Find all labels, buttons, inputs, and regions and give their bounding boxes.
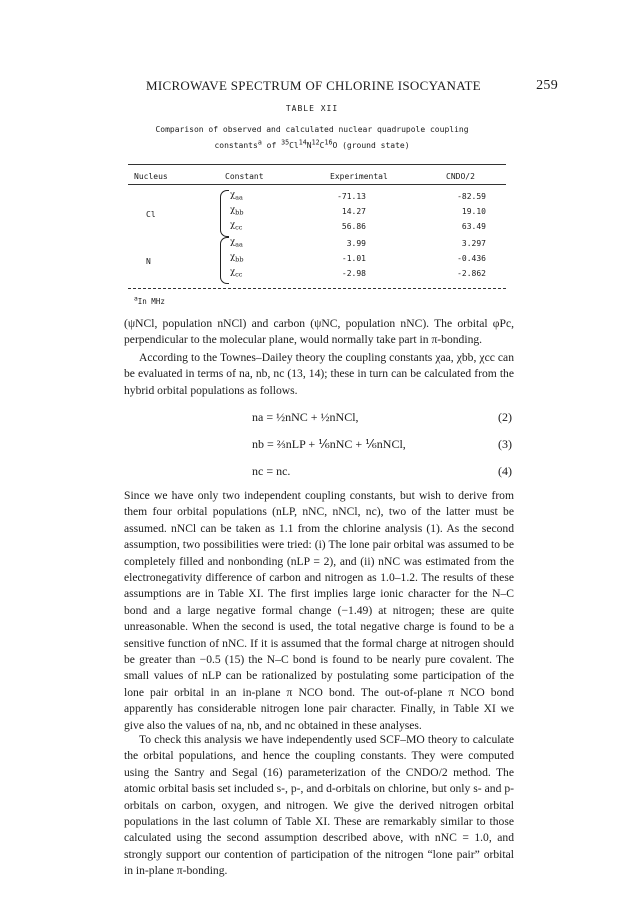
exp-cl-bb: 14.27 [341,207,366,216]
isotope-16: 16 [324,138,333,147]
isotope-35: 35 [281,138,290,147]
running-head-title: MICROWAVE SPECTRUM OF CHLORINE ISOCYANATE [146,78,481,93]
constant-cl-bb: $\chi_{bb}$ [230,205,244,217]
page-number: 259 [536,78,558,93]
cndo-n-aa: 3.297 [461,239,486,248]
element-c: C [319,141,325,150]
cndo-cl-bb: 19.10 [461,207,486,216]
equation-2: na = ½nNC + ½nNCl, [252,410,359,424]
caption-constants: constants [214,141,258,150]
exp-cl-cc: 56.86 [341,222,366,231]
constant-cl-cc: $\chi_{cc}$ [230,220,243,232]
table-footnote: $^a$In MHz [134,295,165,306]
table-header-rule [128,184,506,185]
constant-n-cc: $\chi_{cc}$ [230,267,243,279]
nucleus-n: N [146,257,151,266]
equation-3-number: (3) [498,437,512,451]
nucleus-cl: Cl [146,210,156,219]
header-nucleus: Nucleus [134,172,168,181]
table-caption-line1: Comparison of observed and calculated nuclear quadrupole coupling [155,125,469,134]
exp-n-cc: -2.98 [341,269,366,278]
caption-of: of [261,141,282,150]
equation-2-number: (2) [498,410,512,424]
element-cl: Cl [289,141,299,150]
element-o: O [332,141,338,150]
cndo-cl-aa: -82.59 [457,192,486,201]
equation-4-number: (4) [498,464,512,478]
constant-cl-aa: $\chi_{aa}$ [230,190,243,202]
brace-n [220,237,229,284]
cndo-n-bb: -0.436 [457,254,486,263]
paragraph-1: (ψNCl, population nNCl) and carbon (ψNC, population nNC). The orbital φPc, perpendicular to the molecular plane, would normally take part in π-bonding. [124,317,514,347]
exp-n-aa: 3.99 [346,239,366,248]
table-top-rule [128,164,506,165]
header-constant: Constant [225,172,264,181]
caption-ground-state: (ground state) [337,141,410,150]
exp-n-bb: -1.01 [341,254,366,263]
cndo-n-cc: -2.862 [457,269,486,278]
constant-n-bb: $\chi_{bb}$ [230,252,244,264]
cndo-cl-cc: 63.49 [461,222,486,231]
isotope-14: 14 [298,138,307,147]
caption-footnote-mark: a [257,138,262,147]
paragraph-2: According to the Townes–Dailey theory the coupling constants χaa, χbb, χcc can be evaluated in terms of na, nb, nc (13, 14); these in turn can be calculated from the hybrid orbital populations as follows. [124,351,514,397]
table-number: TABLE XII [285,104,339,113]
brace-cl [220,190,229,237]
paragraph-4: To check this analysis we have independently used SCF–MO theory to calculate the orbital populations, and hence the coupling constants. They were computed using the Santry and Segal (16) parameterization of the CNDO/2 method. The atomic orbital basis set included s-, p-, and d-orbitals on chlorine, but only s- and p-orbitals on carbon, oxygen, and nitrogen. We give the derived nitrogen orbital populations in the last column of Table XI. These are remarkably similar to those calculated using the second assumption described above, with nNC = 1.0, and strongly support our contention of participation of the nitrogen “lone pair” orbital in in-plane π-bonding. [124,733,514,878]
isotope-12: 12 [311,138,320,147]
constant-n-aa: $\chi_{aa}$ [230,237,243,249]
equation-3: nb = ⅔nLP + ⅙nNC + ⅙nNCl, [252,437,406,451]
exp-cl-aa: -71.13 [337,192,366,201]
header-cndo: CNDO/2 [446,172,475,181]
table-caption-line2 [0,138,624,150]
header-experimental: Experimental [330,172,388,181]
paragraph-3: Since we have only two independent coupling constants, but wish to derive from them four orbital populations (nLP, nNC, nNCl, nc), two of the latter must be assumed. nNCl can be taken as 1.1 from the chlorine analysis (1). As the second assumption, two possibilities were tried: (i) The lone pair orbital was assumed to be completely filled and nonbonding (nLP = 2), and (ii) nNC was estimated from the electronegativity difference of carbon and nitrogen as 1.0–1.2. The results of these assumptions are in Table XI. The first implies large ionic character for the N–C bond and a large negative formal change (−1.49) at nitrogen; these are quite unreasonable. When the second is used, the total negative charge is found to be a sensitive function of nNC. If it is assumed that the formal charge at nitrogen should be greater than −0.5 (15) the N–C bond is found to be nearly pure covalent. The small values of nLP can be rationalized by postulating some participation of the lone pair orbital in an in-plane π NCO bond. The out-of-plane π NCO bond apparently has considerable nitrogen lone pair character. Finally, in Table XI we give also the values of na, nb, and nc obtained in these analyses. [124,489,514,732]
table-bottom-rule [128,288,506,289]
element-n: N [306,141,312,150]
equation-4: nc = nc. [252,464,291,478]
